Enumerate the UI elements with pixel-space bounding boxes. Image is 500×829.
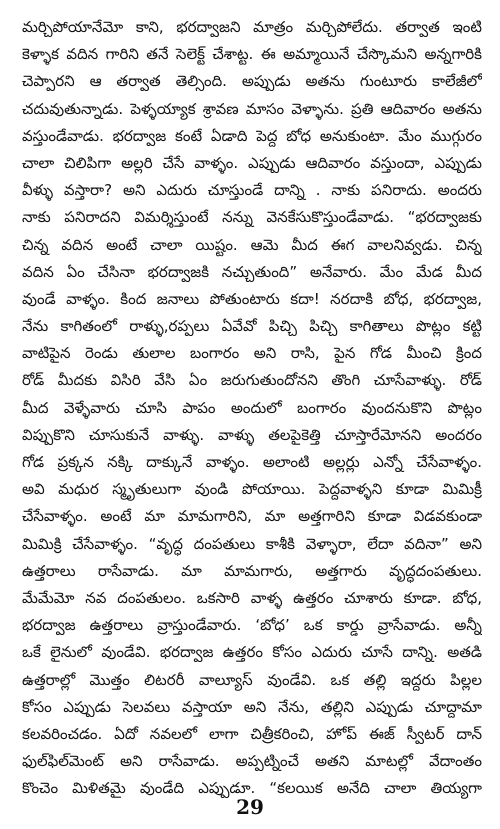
text-line: చాలా చిలిపిగా అల్లరి చేసే వాళ్ళం. ఎప్పుడు ఆదివారం వస్తుందా, ఎప్పుడు: [22, 153, 482, 172]
text-line: మర్చిపోయానేమో కాని, భరద్వాజని మాత్రం మర్చిపోలేదు. తర్వాత ఇంటి: [22, 18, 482, 36]
text-line: కెళ్ళాక వదిన గారిని తనే సెలెక్ట్ చేశాట్ట. ఈ అమ్మాయినే చేస్కొమని అన్నగారికి: [22, 45, 482, 64]
text-line: రోడ్ మీదకు విసిరి వేసి ఏం జరుగుతుందోనని తొంగి చూసేవాళ్ళు. రోడ్: [22, 371, 482, 390]
text-line: ఉత్తరాలు రాసేవాడు. మా మామగారు, అత్తగారు వృద్ధదంపతులు.: [22, 561, 482, 580]
text-line: మిమిక్రి చేసేవాళ్ళం. “వృద్ధ దంపతులు కాశీకి వెళ్ళారా, లేదా వదినా” అని: [22, 534, 482, 553]
text-line: నాకు పనిరాదని విమర్శిస్తుంటే నన్ను వెనకేసుకొస్తుండేవాడు. “భరద్వాజకు: [22, 208, 482, 227]
text-line: కలవరించడం. ఏదో నవలలో లాగా చిత్రీకరించి, హోప్ ఈజ్ స్వీటర్ దాన్: [22, 724, 482, 743]
text-line: చిన్న వదిన అంటే చాలా యిష్టం. ఆమె మీద ఈగ వాలనివ్వడు. చిన్న: [22, 235, 482, 254]
text-line: కొంచెం మిళితమై వుండేది ఎప్పుడూ. “కలయిక అనేది చాలా తియ్యగా: [22, 779, 482, 798]
text-line: వుండే వాళ్ళం. కింద జనాలు పోతుంటారు కదా! నరదాకి బోధ, భరద్వాజ,: [22, 289, 482, 308]
text-line: అవి మధుర స్మృతులుగా వుండి పోయాయి. పెద్దవాళ్ళని కూడా మిమిక్రీ: [22, 480, 482, 499]
text-line: ఉత్తరాల్లో మొత్తం లిటరరీ వాల్యూస్ వుండేవి. ఒక తల్లి ఇద్దరు పిల్లల: [22, 670, 482, 689]
text-line: గోడ ప్రక్కన నక్కి దాక్కునే వాళ్ళం. అలాంటి అల్లర్లు ఎన్నో చేసేవాళ్ళం.: [22, 453, 482, 471]
text-line: చదువుతున్నాడు. పెళ్ళయ్యాక శ్రావణ మాసం వెళ్ళాను. ప్రతి ఆదివారం అతను: [22, 99, 482, 118]
text-line: నేను కాగితంలో రాళ్ళు,రప్పలు ఏవేవో పిచ్చి పిచ్చి కాగితాలు పొట్లం కట్టి: [22, 317, 482, 336]
text-line: భరద్వాజ ఉత్తరాలు వ్రాస్తుండేవారు. ‘బోధ’ ఒక కార్డు వ్రాసేవాడు. అన్నీ: [22, 616, 482, 635]
text-line: వదిన ఏం చేసినా భరద్వాజకి నచ్చుతుంది” అనేవారు. మేం మేడ మీద: [22, 262, 482, 281]
page-number: 29: [236, 795, 264, 819]
text-line: ఒకే లైనులో వుండేవి. భరద్వాజ ఉత్తరం కోసం ఎదురు చూసే దాన్ని. అతడి: [22, 643, 482, 662]
text-line: చెప్పారని ఆ తర్వాత తెల్సింది. అప్పుడు అతను గుంటూరు కాలేజీలో: [22, 72, 482, 91]
text-line: కోసం ఎప్పుడు సెలవలు వస్తాయా అని నేను, తల్లిని ఎప్పుడు చూద్దామా: [22, 697, 482, 716]
text-line: చేసేవాళ్ళం. అంటే మా మామగారిని, మా అత్తగారిని కూడా విడవకుండా: [22, 507, 482, 526]
text-line: మేమేమో నవ దంపతులం. ఒకసారి వాళ్ళ ఉత్తరం చూశారు కూడా. బోధ,: [22, 588, 482, 607]
text-line: వస్తుండేవాడు. భరద్వాజ కంటే ఏడాది పెద్ద బోధ అనుకుంటా. మేం ముగ్గురం: [22, 126, 482, 145]
text-line: వీళ్ళు వస్తారా? అని ఎదురు చూస్తుండే దాన్ని . నాకు పనిరాదు. అందరు: [22, 181, 482, 200]
text-line: ఫుల్‌ఫిల్‌మెంట్ అని రాసేవాడు. అప్పట్నించే అతని మాటల్లో వేదాంతం: [22, 752, 482, 771]
body-text: [22, 14, 482, 802]
text-line: వాటిపైన రెండు తులాల బంగారం అని రాసి, పైన గోడ మీంచి క్రింద: [22, 344, 482, 363]
text-line: విప్పుకొని చూసుకునే వాళ్ళు. వాళ్ళు తలపైకెత్తి చూస్తారేమోనని అందరం: [22, 425, 482, 444]
text-line: మీద వెళ్ళేవారు చూసి పాపం అందులో బంగారం వుందనుకొని పొట్లం: [22, 398, 482, 417]
